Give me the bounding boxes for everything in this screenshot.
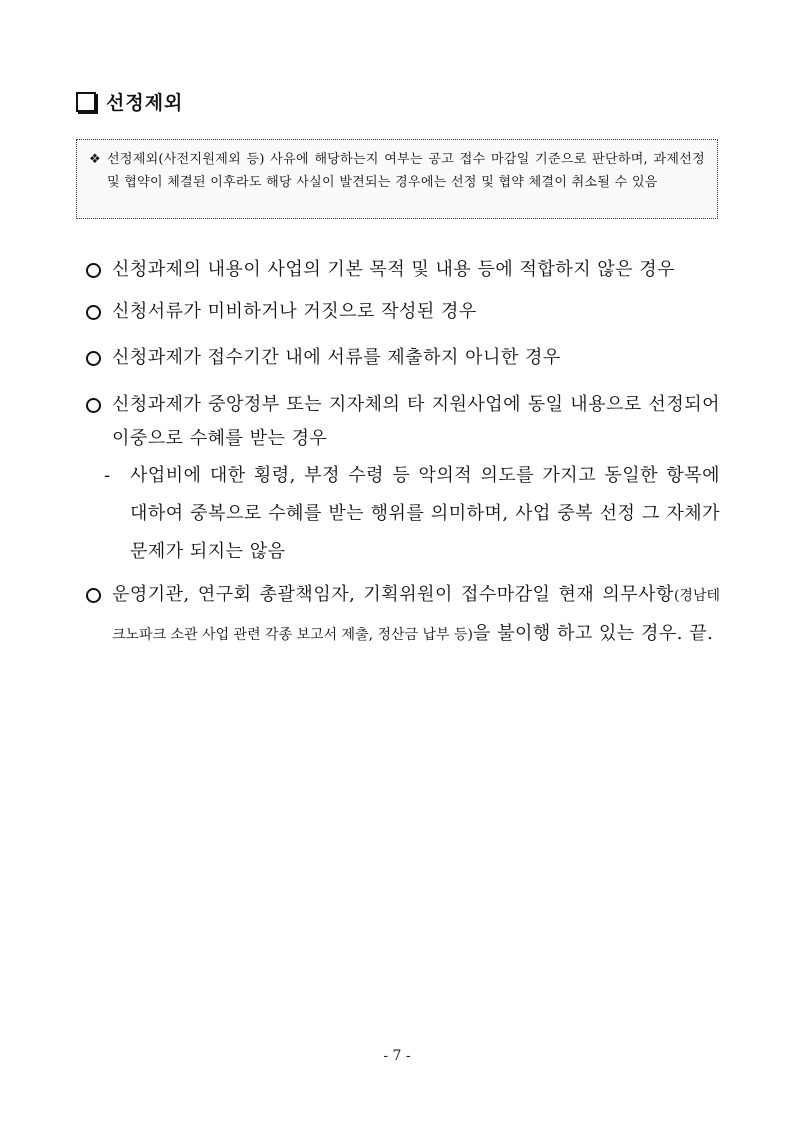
circle-bullet-icon — [86, 295, 112, 329]
list-item — [86, 253, 720, 287]
dash-bullet: - — [104, 465, 111, 486]
notice-box — [76, 139, 718, 219]
list-item — [86, 295, 720, 329]
list-item-text: 신청서류가 미비하거나 거짓으로 작성된 경우 — [112, 301, 477, 322]
list-item-text: 신청과제가 접수기간 내에 서류를 제출하지 아니한 경우 — [112, 347, 561, 368]
sub-list-item — [104, 457, 720, 571]
list-item — [86, 576, 720, 654]
diamond-bullet-icon: ❖ — [89, 152, 101, 167]
checkbox-square-icon — [76, 92, 96, 112]
circle-bullet-icon — [86, 341, 112, 375]
circle-bullet-icon — [86, 388, 112, 456]
list-item — [86, 388, 720, 456]
section-title — [76, 88, 183, 115]
circle-bullet-icon — [86, 576, 112, 654]
sub-list-item-text: 사업비에 대한 횡령, 부정 수령 등 악의적 의도를 가지고 동일한 항목에 대하여 중복으로 수혜를 받는 행위를 의미하며, 사업 중복 선정 그 자체가 문제가 되지는 않음 — [130, 465, 720, 562]
section-title-text: 선정제외 — [106, 92, 184, 114]
list-item — [86, 341, 720, 375]
list-item-text: 운영기관, 연구회 총괄책임자, 기획위원이 접수마감일 현재 의무사항(경남테크노파크 소관 사업 관련 각종 보고서 제출, 정산금 납부 등)을 불이행 하고 있는 경우. 끝. — [112, 584, 720, 644]
page-number: - 7 - — [383, 1048, 411, 1064]
circle-bullet-icon — [86, 253, 112, 287]
list-item-text: 신청과제의 내용이 사업의 기본 목적 및 내용 등에 적합하지 않은 경우 — [112, 259, 676, 280]
list-item-text: 신청과제가 중앙정부 또는 지자체의 타 지원사업에 동일 내용으로 선정되어 이중으로 수혜를 받는 경우 — [112, 394, 720, 449]
notice-text: 선정제외(사전지원제외 등) 사유에 해당하는지 여부는 공고 접수 마감일 기준으로 판단하며, 과제선정 및 협약이 체결된 이후라도 해당 사실이 발견되는 경우에는 선정 및 협약 체결이 취소될 수 있음 — [107, 152, 705, 190]
